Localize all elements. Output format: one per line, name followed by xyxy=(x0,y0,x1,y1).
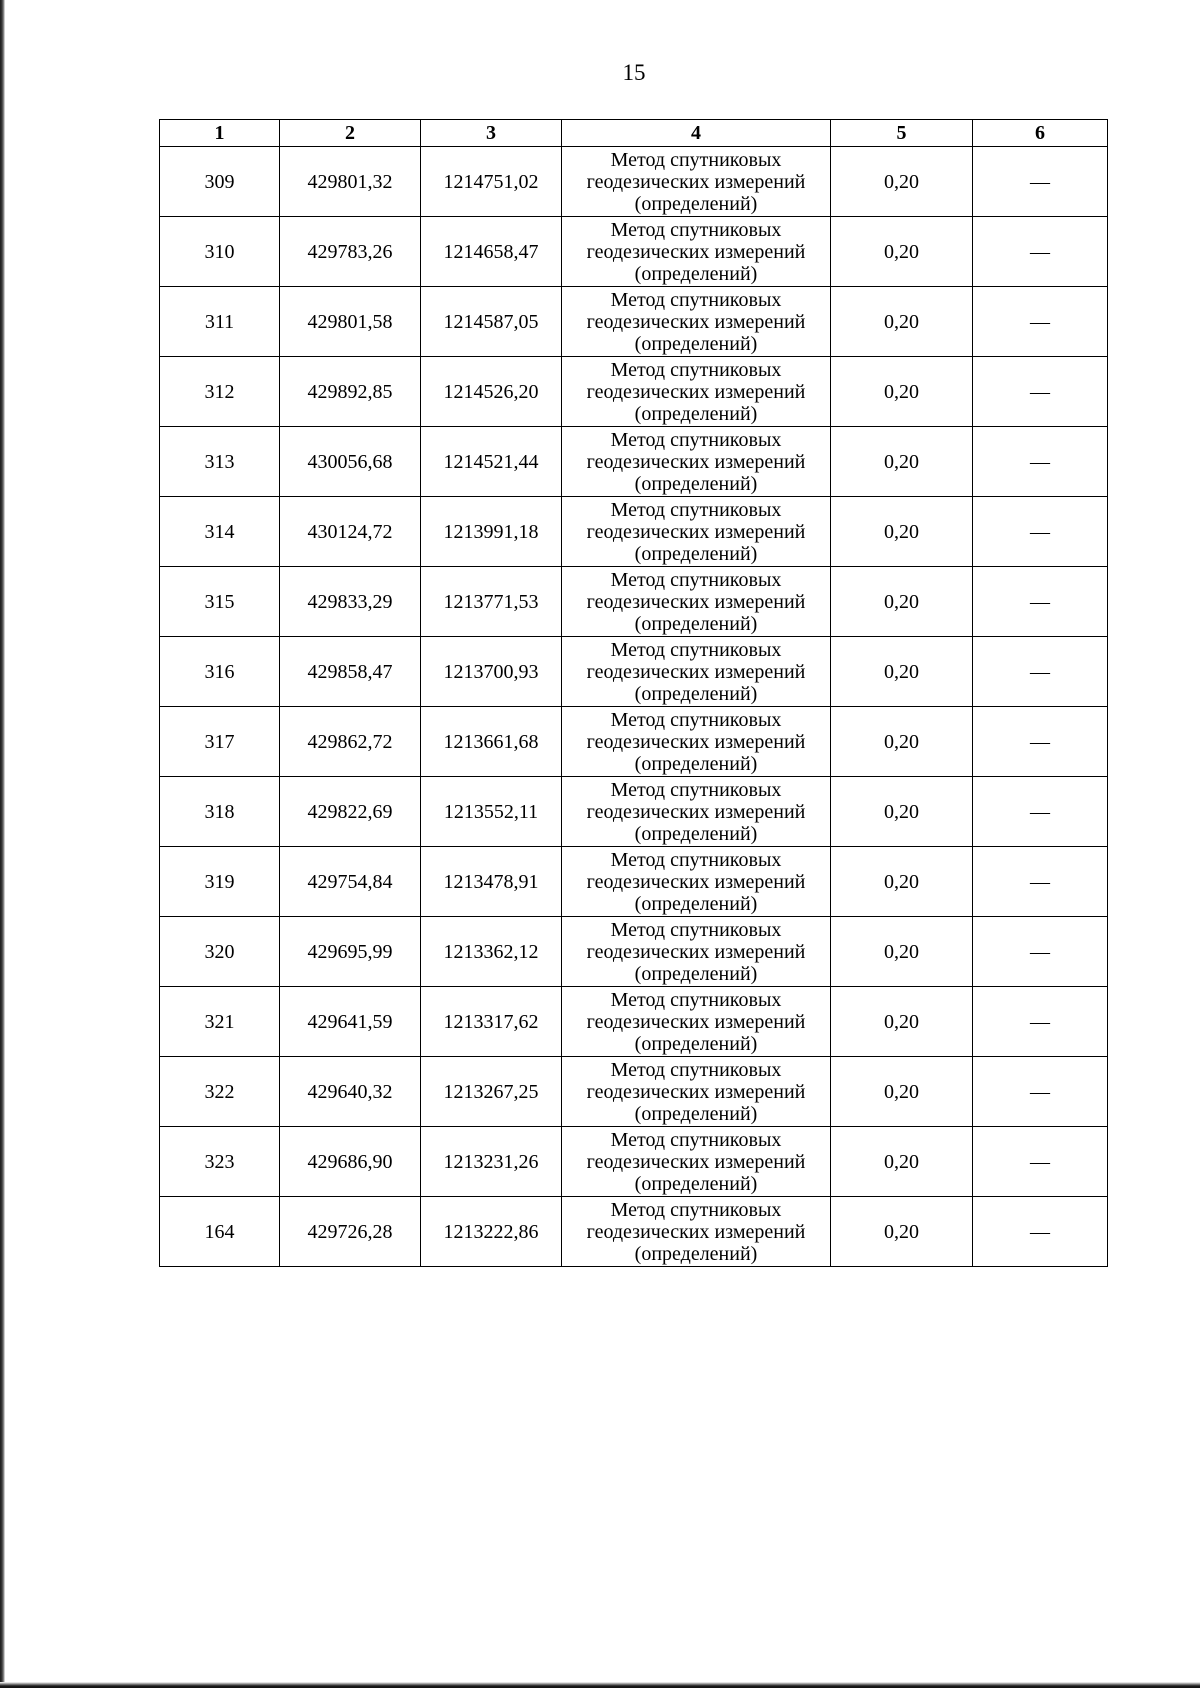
method-line: (определений) xyxy=(634,962,758,985)
method-line: геодезических измерений xyxy=(586,450,806,473)
table-row xyxy=(160,917,1108,987)
table-row xyxy=(160,847,1108,917)
method-line: геодезических измерений xyxy=(586,1220,806,1243)
page-number: 15 xyxy=(622,60,646,85)
point-number-cell: 322 xyxy=(160,1057,280,1127)
point-number-cell: 319 xyxy=(160,847,280,917)
method-line: геодезических измерений xyxy=(586,240,806,263)
method-line: Метод спутниковых xyxy=(610,218,782,241)
x-coordinate-cell: 429686,90 xyxy=(280,1127,421,1197)
method-line: геодезических измерений xyxy=(586,1010,806,1033)
method-line: Метод спутниковых xyxy=(610,568,782,591)
x-coordinate-cell: 430124,72 xyxy=(280,497,421,567)
y-coordinate-cell: 1214521,44 xyxy=(421,427,562,497)
method-line: (определений) xyxy=(634,612,758,635)
method-cell xyxy=(562,427,831,497)
method-line: Метод спутниковых xyxy=(610,988,782,1011)
method-line: Метод спутниковых xyxy=(610,358,782,381)
point-number-cell: 314 xyxy=(160,497,280,567)
method-cell xyxy=(562,217,831,287)
table-row xyxy=(160,1057,1108,1127)
table-row xyxy=(160,567,1108,637)
scan-edge-bottom xyxy=(0,1682,1200,1688)
note-cell: — xyxy=(973,147,1108,217)
y-coordinate-cell: 1214526,20 xyxy=(421,357,562,427)
point-number-cell: 316 xyxy=(160,637,280,707)
method-cell xyxy=(562,567,831,637)
x-coordinate-cell: 429641,59 xyxy=(280,987,421,1057)
note-cell: — xyxy=(973,637,1108,707)
method-line: Метод спутниковых xyxy=(610,708,782,731)
header-col-5: 5 xyxy=(831,120,973,147)
x-coordinate-cell: 430056,68 xyxy=(280,427,421,497)
method-cell xyxy=(562,637,831,707)
accuracy-cell: 0,20 xyxy=(831,427,973,497)
method-line: Метод спутниковых xyxy=(610,428,782,451)
table-body xyxy=(160,147,1108,1267)
note-cell: — xyxy=(973,987,1108,1057)
method-line: геодезических измерений xyxy=(586,1150,806,1173)
x-coordinate-cell: 429695,99 xyxy=(280,917,421,987)
coordinates-table xyxy=(159,119,1108,1267)
method-line: (определений) xyxy=(634,822,758,845)
method-line: (определений) xyxy=(634,1172,758,1195)
method-line: (определений) xyxy=(634,332,758,355)
point-number-cell: 320 xyxy=(160,917,280,987)
y-coordinate-cell: 1213771,53 xyxy=(421,567,562,637)
y-coordinate-cell: 1213267,25 xyxy=(421,1057,562,1127)
x-coordinate-cell: 429858,47 xyxy=(280,637,421,707)
table-row xyxy=(160,497,1108,567)
method-line: (определений) xyxy=(634,892,758,915)
accuracy-cell: 0,20 xyxy=(831,1127,973,1197)
point-number-cell: 311 xyxy=(160,287,280,357)
table-row xyxy=(160,637,1108,707)
accuracy-cell: 0,20 xyxy=(831,917,973,987)
method-line: (определений) xyxy=(634,542,758,565)
header-col-3: 3 xyxy=(421,120,562,147)
table-row xyxy=(160,1197,1108,1267)
table-header-row xyxy=(160,120,1108,147)
table-row xyxy=(160,707,1108,777)
y-coordinate-cell: 1213362,12 xyxy=(421,917,562,987)
y-coordinate-cell: 1213222,86 xyxy=(421,1197,562,1267)
note-cell: — xyxy=(973,567,1108,637)
accuracy-cell: 0,20 xyxy=(831,567,973,637)
note-cell: — xyxy=(973,497,1108,567)
point-number-cell: 321 xyxy=(160,987,280,1057)
x-coordinate-cell: 429754,84 xyxy=(280,847,421,917)
accuracy-cell: 0,20 xyxy=(831,357,973,427)
table-row xyxy=(160,357,1108,427)
method-line: Метод спутниковых xyxy=(610,918,782,941)
method-cell xyxy=(562,287,831,357)
y-coordinate-cell: 1213552,11 xyxy=(421,777,562,847)
method-line: (определений) xyxy=(634,1242,758,1265)
method-line: геодезических измерений xyxy=(586,170,806,193)
y-coordinate-cell: 1214658,47 xyxy=(421,217,562,287)
x-coordinate-cell: 429726,28 xyxy=(280,1197,421,1267)
method-cell xyxy=(562,1197,831,1267)
note-cell: — xyxy=(973,777,1108,847)
note-cell: — xyxy=(973,707,1108,777)
accuracy-cell: 0,20 xyxy=(831,1197,973,1267)
x-coordinate-cell: 429801,32 xyxy=(280,147,421,217)
point-number-cell: 323 xyxy=(160,1127,280,1197)
point-number-cell: 317 xyxy=(160,707,280,777)
method-line: Метод спутниковых xyxy=(610,1128,782,1151)
method-cell xyxy=(562,357,831,427)
x-coordinate-cell: 429640,32 xyxy=(280,1057,421,1127)
method-line: геодезических измерений xyxy=(586,870,806,893)
method-cell xyxy=(562,987,831,1057)
method-cell xyxy=(562,917,831,987)
note-cell: — xyxy=(973,917,1108,987)
table-row xyxy=(160,427,1108,497)
method-line: Метод спутниковых xyxy=(610,638,782,661)
method-cell xyxy=(562,777,831,847)
accuracy-cell: 0,20 xyxy=(831,637,973,707)
method-cell xyxy=(562,497,831,567)
scan-edge-left xyxy=(0,0,5,1688)
method-line: Метод спутниковых xyxy=(610,1198,782,1221)
accuracy-cell: 0,20 xyxy=(831,847,973,917)
point-number-cell: 310 xyxy=(160,217,280,287)
method-line: Метод спутниковых xyxy=(610,288,782,311)
point-number-cell: 164 xyxy=(160,1197,280,1267)
y-coordinate-cell: 1213478,91 xyxy=(421,847,562,917)
method-line: Метод спутниковых xyxy=(610,148,782,171)
accuracy-cell: 0,20 xyxy=(831,287,973,357)
method-line: Метод спутниковых xyxy=(610,778,782,801)
method-line: (определений) xyxy=(634,472,758,495)
method-cell xyxy=(562,707,831,777)
point-number-cell: 313 xyxy=(160,427,280,497)
x-coordinate-cell: 429801,58 xyxy=(280,287,421,357)
point-number-cell: 309 xyxy=(160,147,280,217)
y-coordinate-cell: 1213700,93 xyxy=(421,637,562,707)
table-row xyxy=(160,987,1108,1057)
note-cell: — xyxy=(973,1057,1108,1127)
method-cell xyxy=(562,1127,831,1197)
table-row xyxy=(160,1127,1108,1197)
method-line: (определений) xyxy=(634,682,758,705)
y-coordinate-cell: 1213661,68 xyxy=(421,707,562,777)
method-line: (определений) xyxy=(634,1102,758,1125)
header-col-4: 4 xyxy=(562,120,831,147)
note-cell: — xyxy=(973,357,1108,427)
method-line: (определений) xyxy=(634,752,758,775)
method-cell xyxy=(562,847,831,917)
method-line: геодезических измерений xyxy=(586,380,806,403)
method-line: (определений) xyxy=(634,192,758,215)
note-cell: — xyxy=(973,1127,1108,1197)
x-coordinate-cell: 429822,69 xyxy=(280,777,421,847)
method-line: геодезических измерений xyxy=(586,800,806,823)
y-coordinate-cell: 1213317,62 xyxy=(421,987,562,1057)
accuracy-cell: 0,20 xyxy=(831,217,973,287)
method-line: геодезических измерений xyxy=(586,730,806,753)
x-coordinate-cell: 429783,26 xyxy=(280,217,421,287)
accuracy-cell: 0,20 xyxy=(831,147,973,217)
x-coordinate-cell: 429892,85 xyxy=(280,357,421,427)
y-coordinate-cell: 1214751,02 xyxy=(421,147,562,217)
y-coordinate-cell: 1213991,18 xyxy=(421,497,562,567)
method-cell xyxy=(562,1057,831,1127)
accuracy-cell: 0,20 xyxy=(831,1057,973,1127)
method-line: геодезических измерений xyxy=(586,1080,806,1103)
method-line: геодезических измерений xyxy=(586,310,806,333)
table-row xyxy=(160,217,1108,287)
x-coordinate-cell: 429833,29 xyxy=(280,567,421,637)
note-cell: — xyxy=(973,287,1108,357)
method-line: Метод спутниковых xyxy=(610,1058,782,1081)
method-line: геодезических измерений xyxy=(586,520,806,543)
table-row xyxy=(160,147,1108,217)
x-coordinate-cell: 429862,72 xyxy=(280,707,421,777)
method-line: геодезических измерений xyxy=(586,660,806,683)
accuracy-cell: 0,20 xyxy=(831,777,973,847)
method-line: Метод спутниковых xyxy=(610,848,782,871)
header-col-6: 6 xyxy=(973,120,1108,147)
point-number-cell: 318 xyxy=(160,777,280,847)
accuracy-cell: 0,20 xyxy=(831,707,973,777)
table-row xyxy=(160,777,1108,847)
header-col-2: 2 xyxy=(280,120,421,147)
note-cell: — xyxy=(973,847,1108,917)
method-cell xyxy=(562,147,831,217)
method-line: (определений) xyxy=(634,1032,758,1055)
method-line: Метод спутниковых xyxy=(610,498,782,521)
method-line: (определений) xyxy=(634,262,758,285)
y-coordinate-cell: 1213231,26 xyxy=(421,1127,562,1197)
accuracy-cell: 0,20 xyxy=(831,497,973,567)
header-col-1: 1 xyxy=(160,120,280,147)
note-cell: — xyxy=(973,427,1108,497)
note-cell: — xyxy=(973,217,1108,287)
table-row xyxy=(160,287,1108,357)
note-cell: — xyxy=(973,1197,1108,1267)
y-coordinate-cell: 1214587,05 xyxy=(421,287,562,357)
point-number-cell: 312 xyxy=(160,357,280,427)
method-line: геодезических измерений xyxy=(586,590,806,613)
accuracy-cell: 0,20 xyxy=(831,987,973,1057)
method-line: (определений) xyxy=(634,402,758,425)
point-number-cell: 315 xyxy=(160,567,280,637)
method-line: геодезических измерений xyxy=(586,940,806,963)
